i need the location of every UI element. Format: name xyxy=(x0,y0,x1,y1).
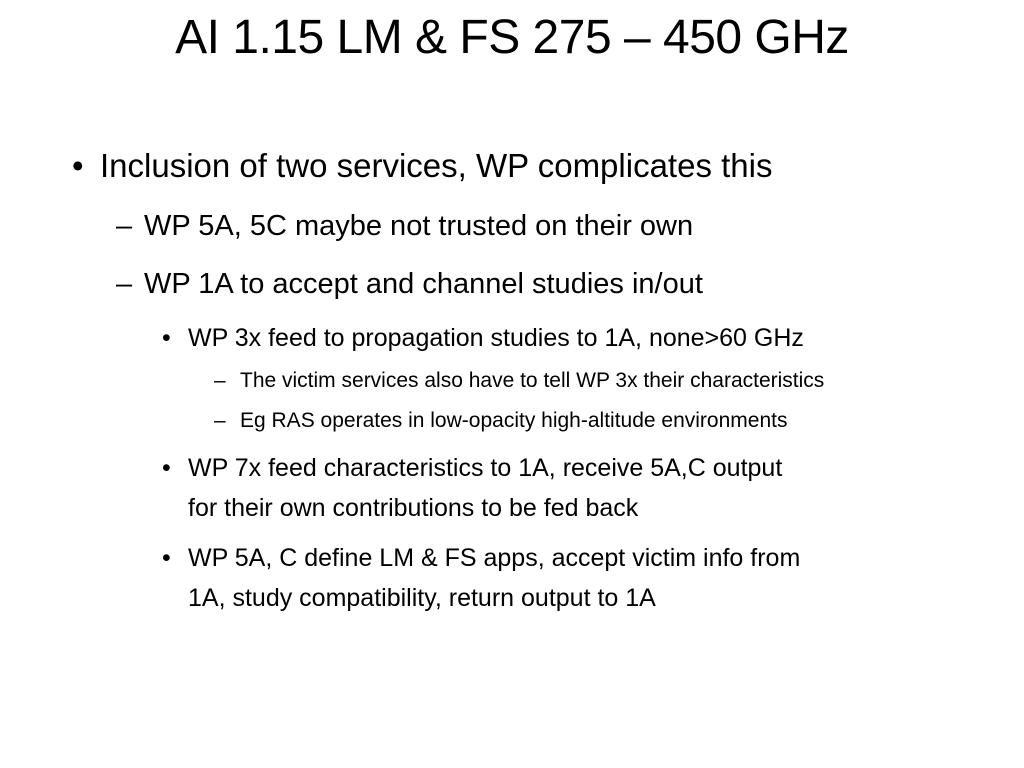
bullet-dash-icon: – xyxy=(214,409,226,432)
bullet-dot-icon: • xyxy=(72,147,84,184)
bullet-text-line2: for their own contributions to be fed back xyxy=(188,494,639,522)
bullet-text: Inclusion of two services, WP complicates this xyxy=(100,147,773,184)
bullet-text: WP 1A to accept and channel studies in/out xyxy=(144,268,703,300)
bullet-text-line1: WP 5A, C define LM & FS apps, accept victim info from xyxy=(188,544,801,572)
bullet-text: The victim services also have to tell WP 3x their characteristics xyxy=(240,369,825,392)
bullet-dash-icon: – xyxy=(116,268,133,300)
bullet-dash-icon: – xyxy=(214,369,226,392)
bullet-level3-wp3x xyxy=(162,322,982,354)
bullet-text: WP 3x feed to propagation studies to 1A, none>60 GHz xyxy=(188,324,804,352)
bullet-dot-icon: • xyxy=(162,544,171,572)
bullet-level4-ras xyxy=(214,407,994,435)
bullet-text: WP 5A, 5C maybe not trusted on their own xyxy=(144,210,694,242)
bullet-level1-inclusion xyxy=(72,146,972,186)
bullet-text: Eg RAS operates in low-opacity high-altitude environments xyxy=(240,409,788,432)
bullet-dot-icon: • xyxy=(162,324,171,352)
bullet-dash-icon: – xyxy=(116,210,133,242)
bullet-level4-victim xyxy=(214,367,994,395)
bullet-level3-wp7x xyxy=(162,452,982,524)
slide-title: AI 1.15 LM & FS 275 – 450 GHz xyxy=(175,11,849,64)
bullet-text-line2: 1A, study compatibility, return output to 1A xyxy=(188,584,656,612)
bullet-dot-icon: • xyxy=(162,454,171,482)
bullet-level3-wp5ac xyxy=(162,542,982,614)
bullet-text-line1: WP 7x feed characteristics to 1A, receive 5A,C output xyxy=(188,454,783,482)
bullet-level2-wp5a5c xyxy=(116,208,976,244)
bullet-level2-wp1a xyxy=(116,266,976,302)
